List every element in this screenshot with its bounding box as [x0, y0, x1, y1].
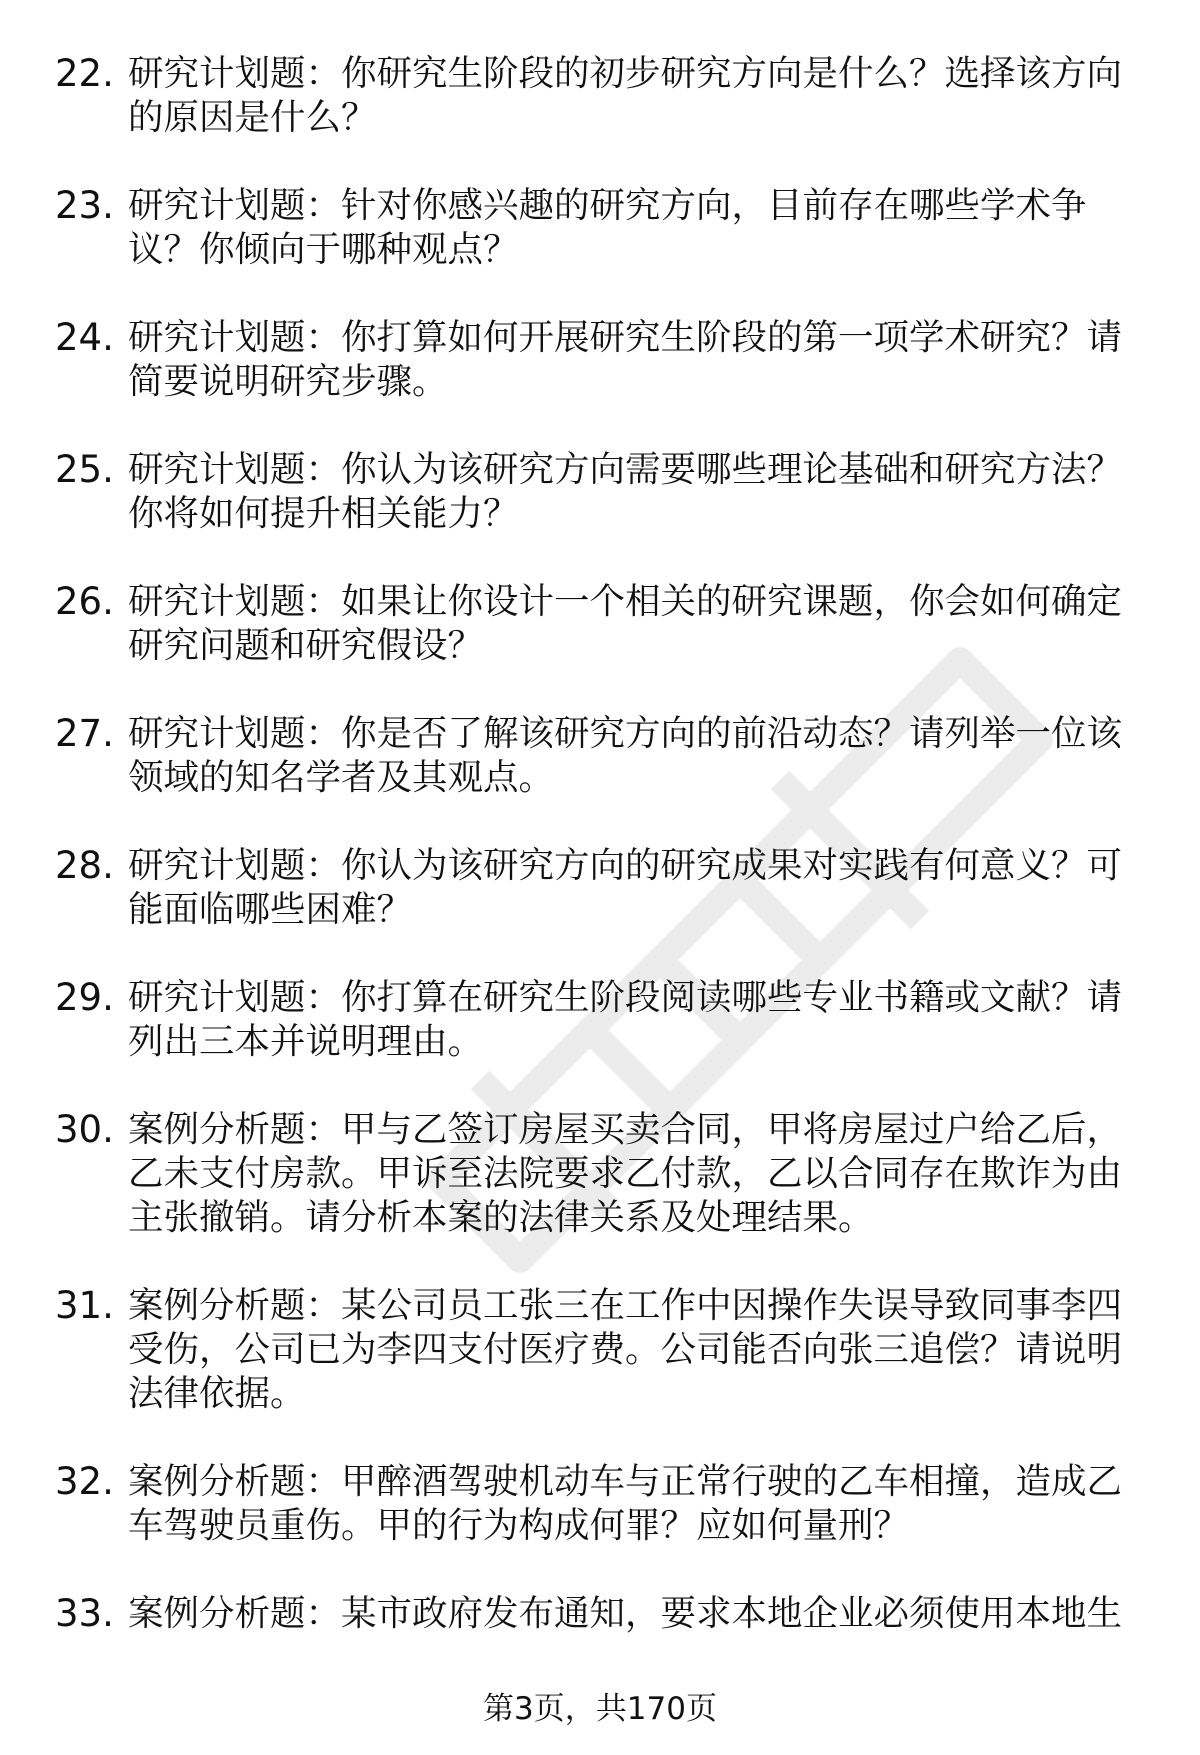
question-text: 研究计划题：你研究生阶段的初步研究方向是什么？选择该方向 的原因是什么？ [128, 53, 1123, 138]
question-text: 研究计划题：你打算如何开展研究生阶段的第一项学术研究？请 简要说明研究步骤。 [128, 317, 1123, 402]
list-item [0, 52, 1200, 140]
list-item [0, 712, 1200, 800]
list-item [0, 844, 1200, 932]
question-number: 28. [55, 844, 114, 887]
list-item [0, 448, 1200, 536]
question-text: 研究计划题：针对你感兴趣的研究方向，目前存在哪些学术争 议？你倾向于哪种观点？ [128, 185, 1087, 270]
question-number: 22. [55, 52, 114, 95]
question-list [0, 52, 1200, 1680]
question-text: 研究计划题：你认为该研究方向的研究成果对实践有何意义？可 能面临哪些困难？ [128, 845, 1123, 930]
question-number: 27. [55, 712, 114, 755]
list-item [0, 976, 1200, 1064]
question-text: 案例分析题：甲与乙签订房屋买卖合同，甲将房屋过户给乙后， 乙未支付房款。甲诉至法院要求乙付款，乙以合同存在欺诈为由 主张撤销。请分析本案的法律关系及处理结果。 [128, 1109, 1123, 1238]
question-text: 研究计划题：你打算在研究生阶段阅读哪些专业书籍或文献？请 列出三本并说明理由。 [128, 977, 1123, 1062]
list-item [0, 316, 1200, 404]
question-number: 30. [55, 1108, 114, 1151]
question-number: 33. [55, 1592, 114, 1635]
list-item [0, 1108, 1200, 1240]
list-item [0, 580, 1200, 668]
question-text: 案例分析题：甲醉酒驾驶机动车与正常行驶的乙车相撞，造成乙 车驾驶员重伤。甲的行为构成何罪？应如何量刑？ [128, 1461, 1123, 1546]
question-number: 32. [55, 1460, 114, 1503]
list-item [0, 184, 1200, 272]
question-number: 26. [55, 580, 114, 623]
question-number: 31. [55, 1284, 114, 1327]
question-number: 24. [55, 316, 114, 359]
question-text: 案例分析题：某公司员工张三在工作中因操作失误导致同事李四 受伤，公司已为李四支付医疗费。公司能否向张三追偿？请说明 法律依据。 [128, 1285, 1123, 1414]
question-text: 研究计划题：你认为该研究方向需要哪些理论基础和研究方法？ 你将如何提升相关能力？ [128, 449, 1123, 534]
question-number: 29. [55, 976, 114, 1019]
list-item [0, 1592, 1200, 1636]
page-footer: 第3页，共170页 [483, 1691, 717, 1727]
question-text: 研究计划题：如果让你设计一个相关的研究课题，你会如何确定 研究问题和研究假设？ [128, 581, 1123, 666]
list-item [0, 1460, 1200, 1548]
question-text: 案例分析题：某市政府发布通知，要求本地企业必须使用本地生 [128, 1593, 1123, 1634]
question-number: 23. [55, 184, 114, 227]
question-text: 研究计划题：你是否了解该研究方向的前沿动态？请列举一位该 领域的知名学者及其观点。 [128, 713, 1123, 798]
list-item [0, 1284, 1200, 1416]
question-number: 25. [55, 448, 114, 491]
